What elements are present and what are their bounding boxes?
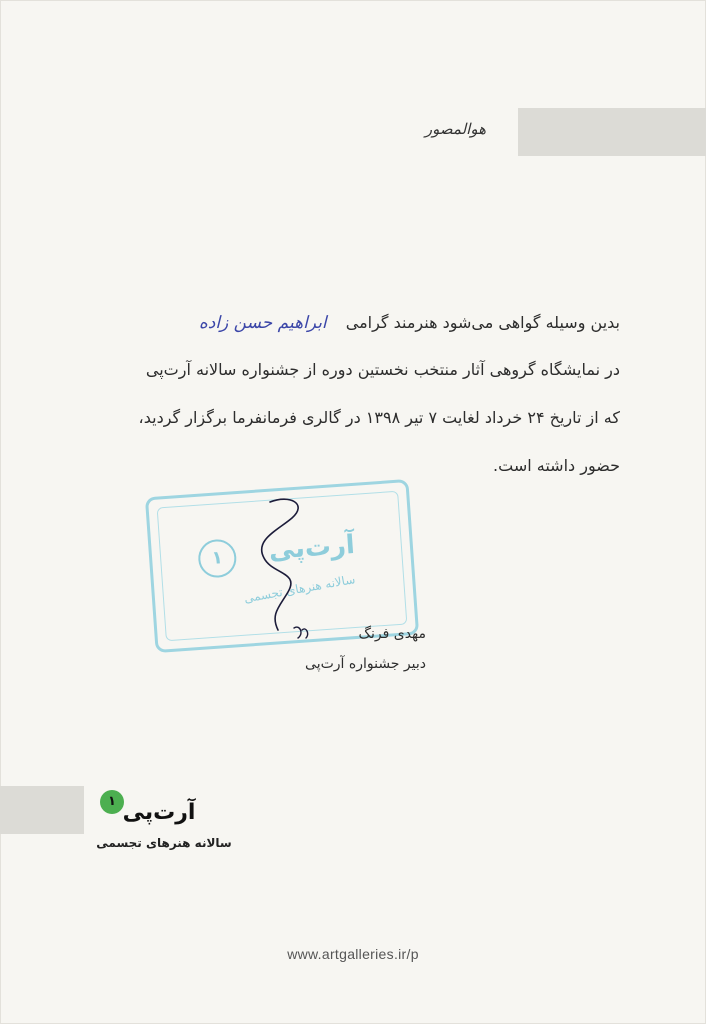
decorative-grey-block-top xyxy=(518,108,706,156)
logo-subtitle: سالانه هنرهای تجسمی xyxy=(96,836,232,850)
artist-name-handwritten: ابراهیم حسن زاده xyxy=(198,313,327,333)
logo-title: آرت‌پی xyxy=(122,800,196,825)
website-url[interactable]: www.artgalleries.ir/p xyxy=(287,946,419,962)
stamp-number-badge: ۱ xyxy=(197,538,238,579)
certificate-line-3: که از تاریخ ۲۴ خرداد لغایت ۷ تیر ۱۳۹۸ در گالری فرمانفرما برگزار گردید، xyxy=(138,408,620,427)
page-heading: هوالمصور xyxy=(424,120,486,138)
certificate-line-1 xyxy=(60,313,620,333)
signer-title: دبیر جشنواره آرت‌پی xyxy=(305,656,426,672)
certificate-line-4: حضور داشته است. xyxy=(493,456,620,475)
decorative-grey-block-bottom xyxy=(0,786,84,834)
signature-icon xyxy=(230,488,340,648)
stamp-subtitle: سالانه هنرهای تجسمی xyxy=(242,572,357,606)
certificate-line-2: در نمایشگاه گروهی آثار منتخب نخستین دوره از جشنواره سالانه آرت‌پی xyxy=(145,360,620,379)
artp-logo xyxy=(94,786,234,866)
certificate-intro-text: بدین وسیله گواهی می‌شود هنرمند گرامی xyxy=(345,313,620,332)
signer-name: مهدی فرنگ xyxy=(358,626,426,642)
stamp-logo-text: آرت‌پی xyxy=(267,529,356,566)
logo-number-badge: ۱ xyxy=(100,790,124,814)
